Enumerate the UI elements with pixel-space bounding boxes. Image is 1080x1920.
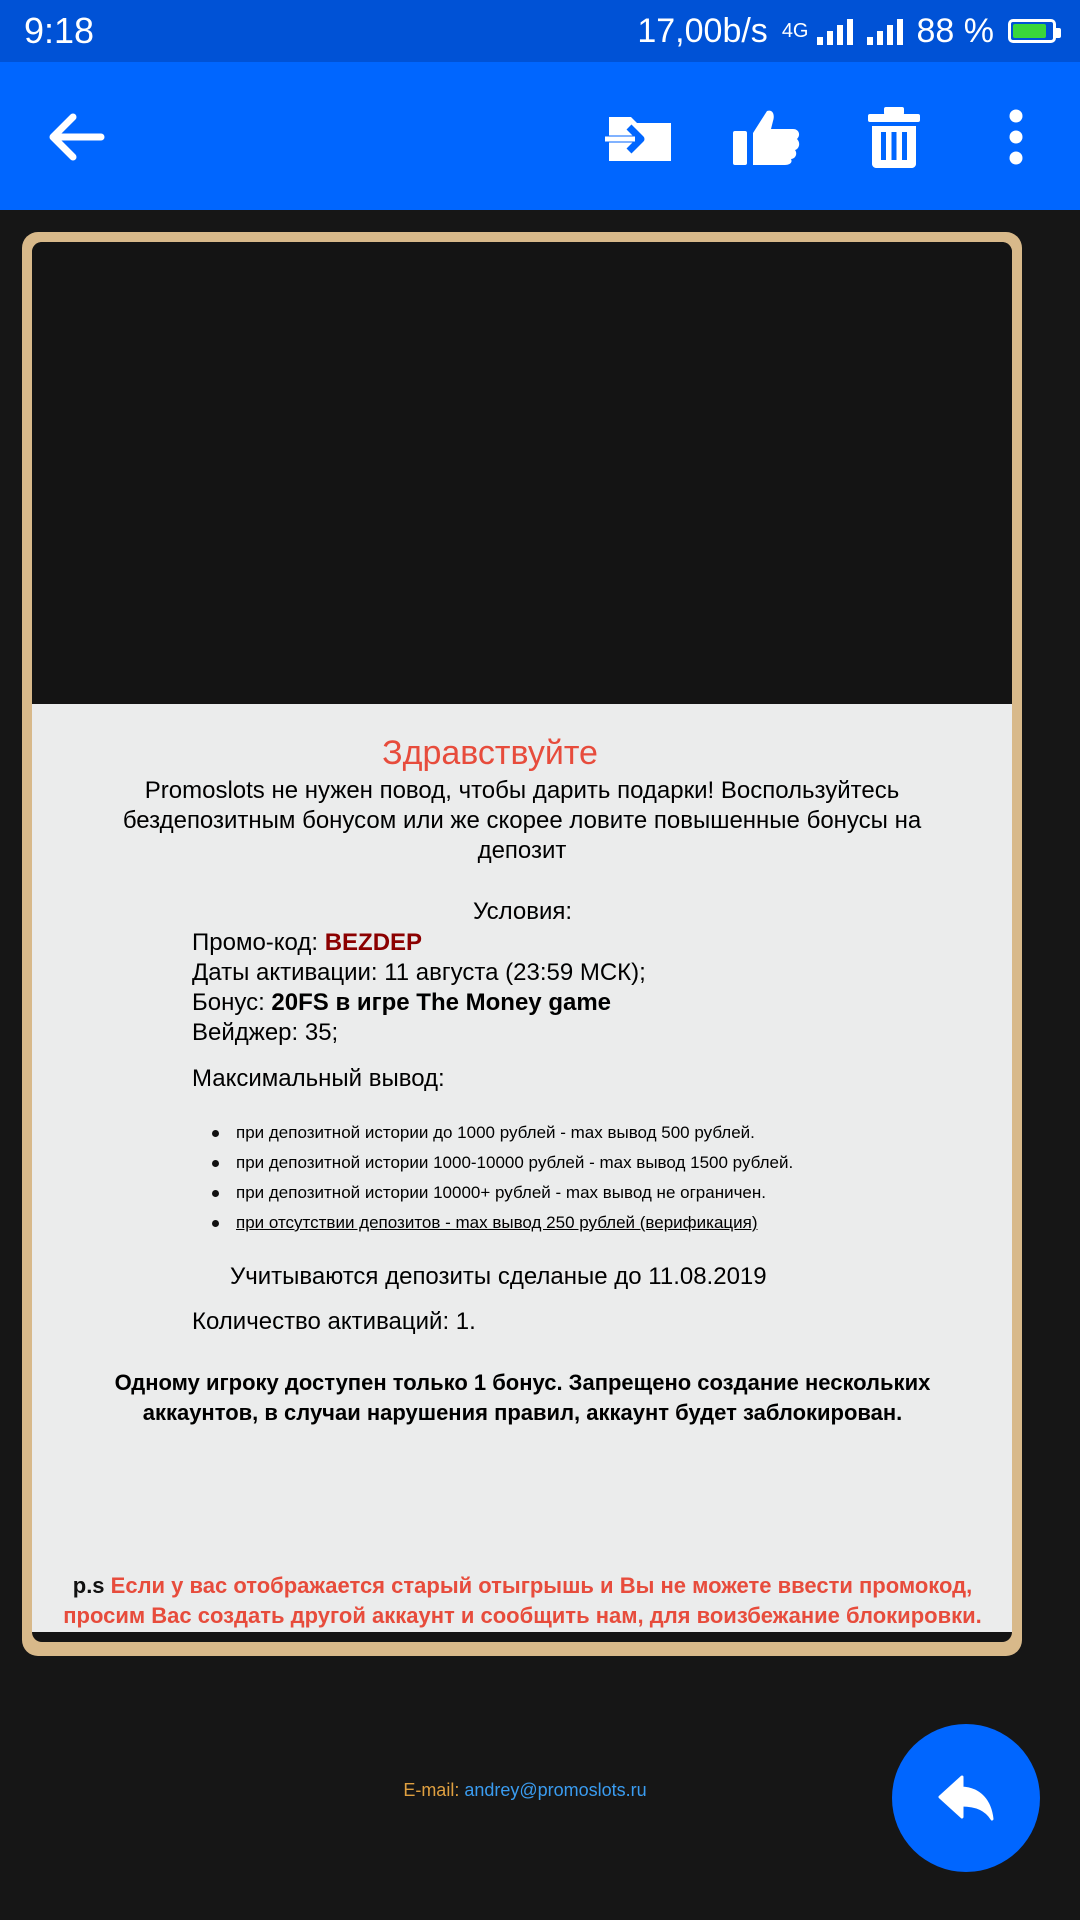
ps-label: p.s [72,1573,111,1598]
more-vert-icon [1008,109,1024,165]
ps-notice [40,1571,1005,1631]
promo-label: Промо-код: [192,929,325,956]
more-button[interactable] [976,102,1056,172]
status-time: 9:18 [24,10,95,51]
conditions-title: Условия: [472,898,573,925]
battery-fill [1013,24,1046,38]
signal-icon [817,17,853,45]
move-to-folder-icon [605,109,675,165]
battery-icon [1008,19,1056,43]
status-right [637,12,1056,51]
bonus-line [192,988,611,1018]
status-bar [0,0,1080,62]
signal-icon-2 [867,17,903,45]
delete-button[interactable] [854,102,934,172]
reply-button[interactable] [892,1724,1040,1872]
intro-text: Promoslots не нужен повод, чтобы дарить подарки! Воспользуйтесь бездепозитным бонусом или же скорее ловите повышенные бонусы на депозит [122,777,922,864]
max-withdraw-title: Максимальный вывод: [192,1065,445,1092]
list-item-link[interactable]: при отсутствии депозитов - max вывод 250 рублей (верификация) [210,1208,793,1238]
trash-icon [866,106,922,168]
footer-label: E-mail: [403,1780,465,1800]
one-player-notice: Одному игроку доступен только 1 бонус. Запрещено создание нескольких аккаунтов, в случаи нарушения правил, аккаунт будет заблокирован. [114,1370,931,1425]
wager-line: Вейджер: 35; [192,1019,339,1046]
bonus-label: Бонус: [192,989,272,1016]
battery-percent: 88 % [916,11,994,50]
thumbs-up-icon [731,107,801,167]
activation-dates: Даты активации: 11 августа (23:59 МСК); [192,959,646,986]
email-card [22,232,1022,1656]
email-banner [32,242,1012,704]
deposits-note: Учитываются депозиты сделаные до 11.08.2019 [230,1263,767,1290]
move-button[interactable] [600,102,680,172]
list-item: при депозитной истории 1000-10000 рублей - max вывод 1500 рублей. [210,1148,793,1178]
toolbar [0,62,1080,210]
promo-code: BEZDEP [324,929,423,956]
back-arrow-icon [47,112,105,162]
network-type: 4G [781,19,809,42]
ps-text: Если у вас отображается старый отыгрышь и Вы не можете ввести промокод, просим Вас создать другой аккаунт и сообщить нам, для воизбежание блокировки. [63,1573,982,1628]
like-button[interactable] [726,102,806,172]
network-speed: 17,00b/s [637,11,768,50]
email-link[interactable]: andrey@promoslots.ru [464,1780,647,1800]
list-item: при депозитной истории до 1000 рублей - max вывод 500 рублей. [210,1118,793,1148]
back-button[interactable] [36,102,116,172]
promo-line [192,928,422,958]
bonus-value: 20FS в игре The Money game [271,989,612,1016]
reply-icon [938,1775,994,1821]
email-card-inner [32,242,1012,1642]
greeting-title: Здравствуйте [382,734,598,772]
activations-count: Количество активаций: 1. [192,1308,476,1335]
list-item: при депозитной истории 10000+ рублей - max вывод не ограничен. [210,1178,793,1208]
withdraw-list [210,1118,793,1238]
